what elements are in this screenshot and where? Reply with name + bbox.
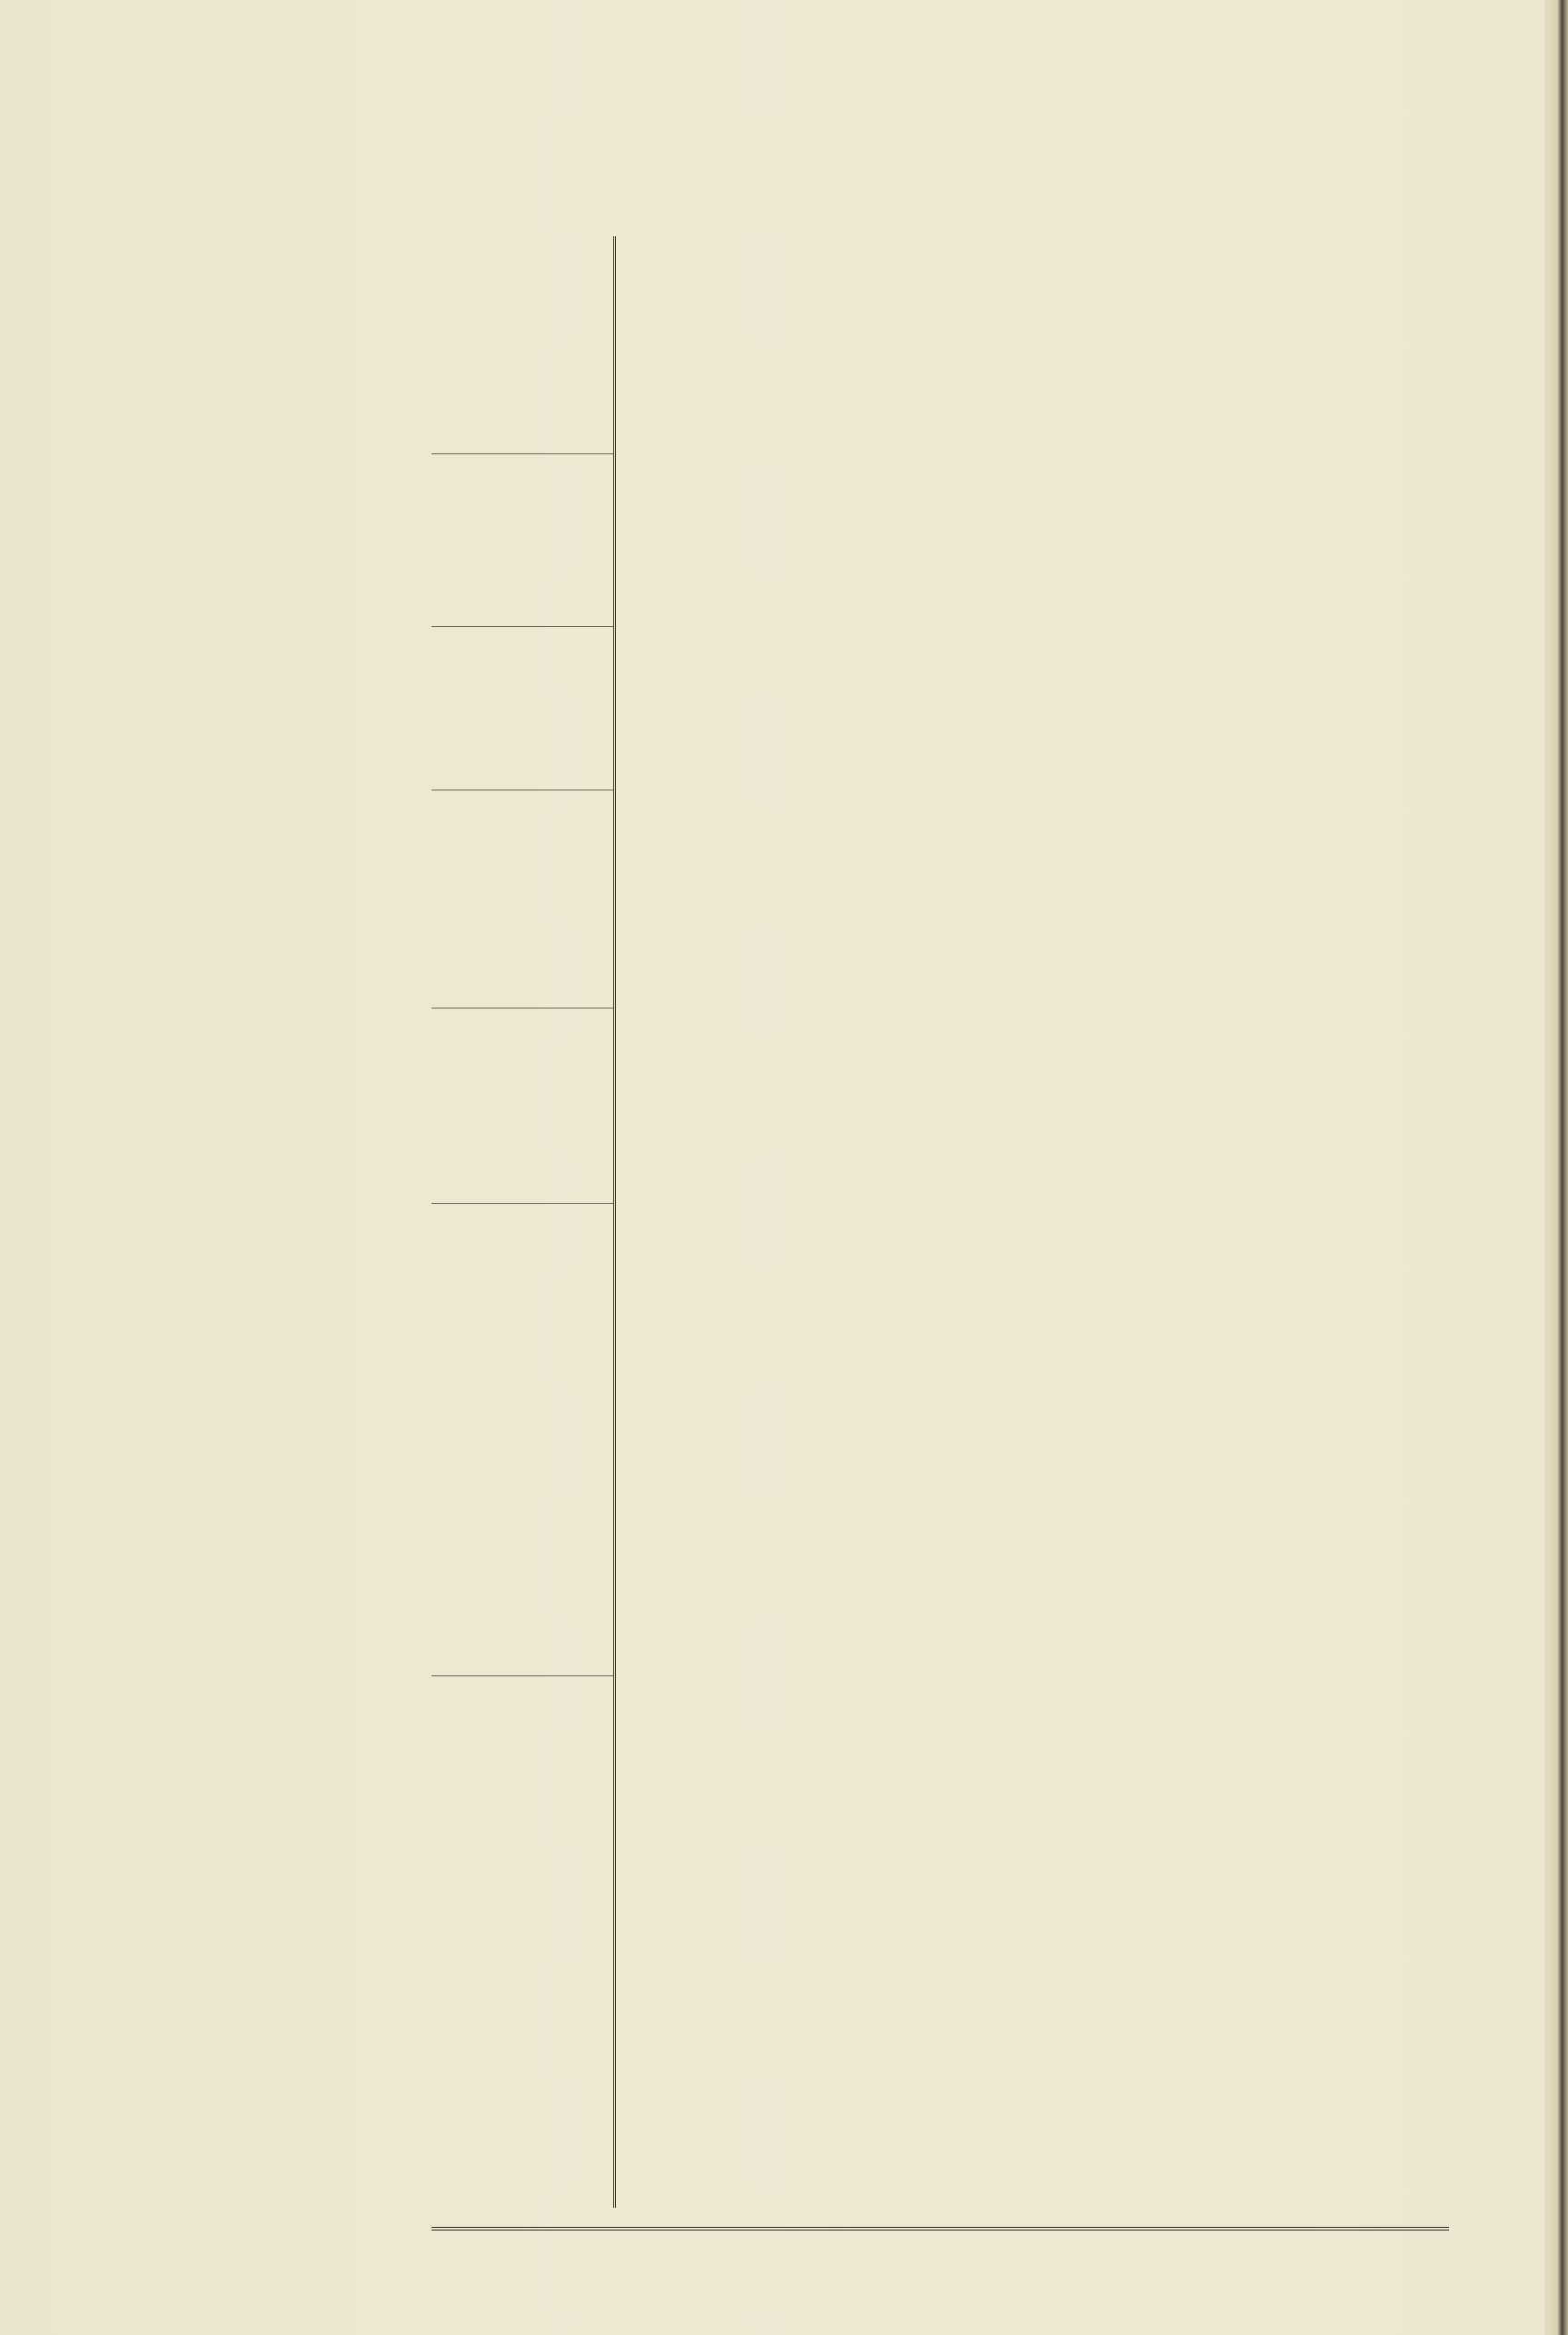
municipality-column [615,1204,617,1676]
table-frame [432,2227,1449,2231]
col-header-dentists [432,454,615,627]
table-body [615,236,617,2208]
population-column [615,790,617,1009]
doctors-column [615,627,617,790]
col-header-doctors [432,627,615,790]
dentists-column [615,454,617,627]
vets-column [615,236,617,454]
rotated-table-block [354,195,1454,2231]
area-column [615,1009,617,1204]
table-title [354,195,401,2231]
district-column [615,1676,617,2208]
col-header-district [432,1676,615,2208]
table-header-row [432,236,615,2208]
col-header-area [432,1009,615,1204]
col-header-municipalities [432,1204,615,1676]
book-edge [1544,0,1568,2335]
col-header-population [432,790,615,1009]
districts-table [432,236,616,2208]
col-header-vets [432,236,615,454]
page-header [0,107,1544,162]
